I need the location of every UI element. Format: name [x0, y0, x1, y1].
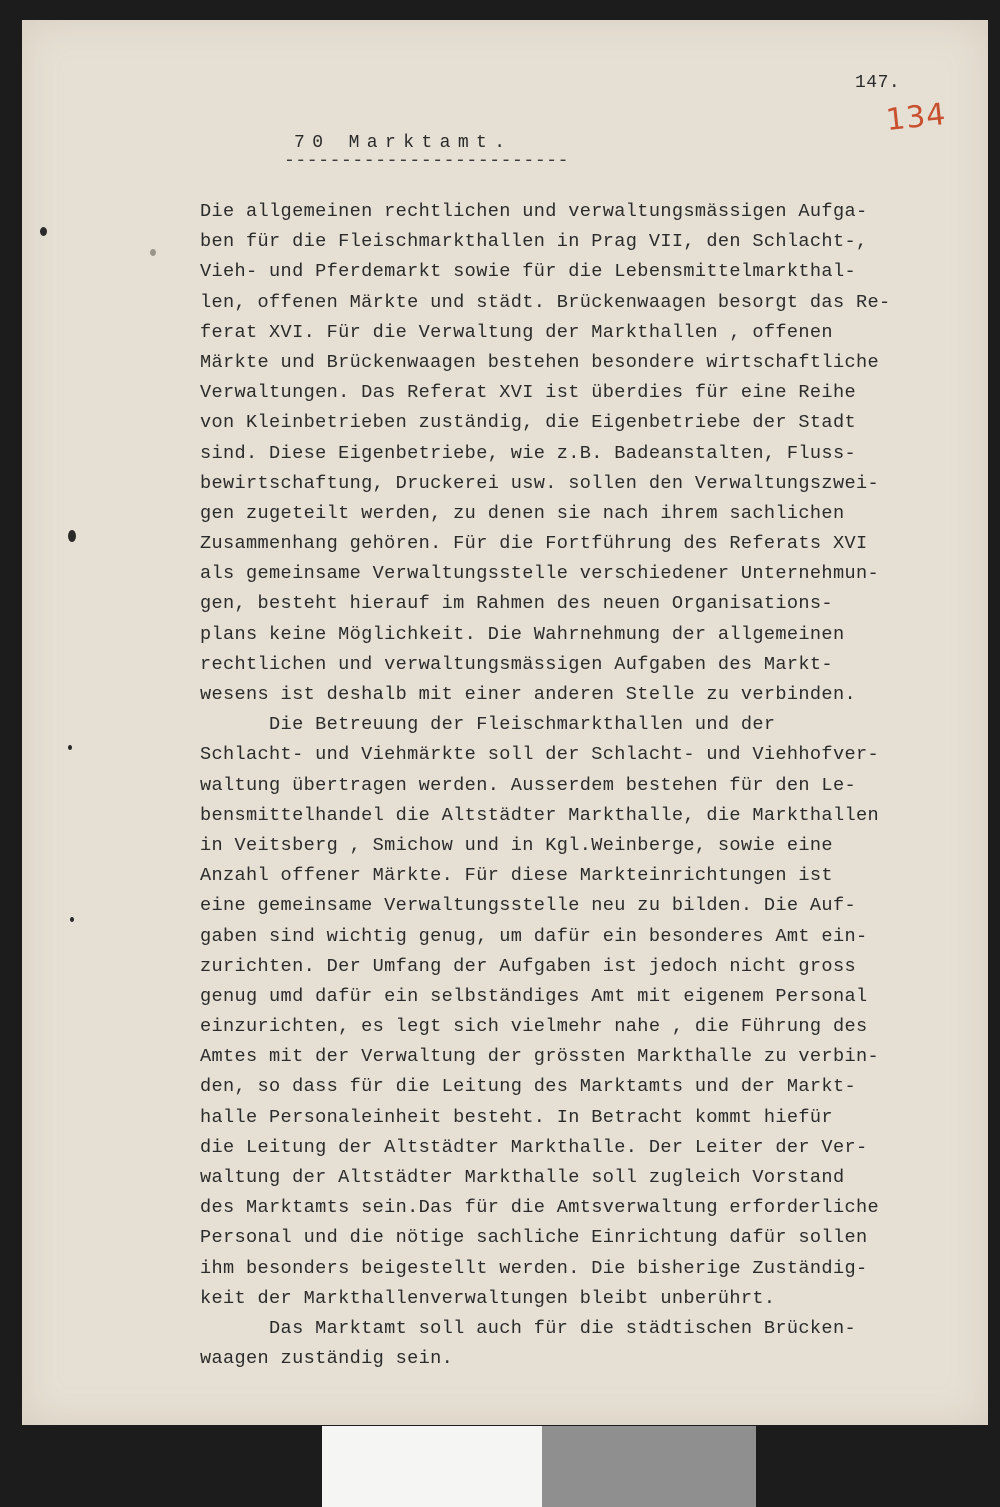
body-text — [200, 197, 960, 1374]
text-line: len, offenen Märkte und städt. Brückenwaagen besorgt das Re- — [200, 291, 891, 313]
text-line: zurichten. Der Umfang der Aufgaben ist jedoch nicht gross — [200, 955, 856, 977]
text-line: gen, besteht hierauf im Rahmen des neuen Organisations- — [200, 593, 833, 615]
text-line: als gemeinsame Verwaltungsstelle verschiedener Unternehmun- — [200, 563, 879, 585]
text-line: in Veitsberg , Smichow und in Kgl.Weinberge, sowie eine — [200, 834, 833, 856]
text-line: gaben sind wichtig genug, um dafür ein besonderes Amt ein- — [200, 925, 868, 947]
folio-number: 134 — [884, 96, 948, 139]
punch-hole-mark — [40, 227, 47, 236]
calibration-strip-white — [322, 1426, 542, 1507]
text-line: Verwaltungen. Das Referat XVI ist überdies für eine Reihe — [200, 382, 856, 404]
page-number: 147. — [855, 73, 901, 93]
calibration-strip-gray — [542, 1426, 756, 1507]
text-line: Anzahl offener Märkte. Für diese Markteinrichtungen ist — [200, 865, 833, 887]
text-line: genug umd dafür ein selbständiges Amt mit eigenem Personal — [200, 985, 868, 1007]
text-line: ferat XVI. Für die Verwaltung der Markthallen , offenen — [200, 321, 833, 343]
text-line: Märkte und Brückenwaagen bestehen besondere wirtschaftliche — [200, 351, 879, 373]
text-line: Amtes mit der Verwaltung der grössten Markthalle zu verbin- — [200, 1046, 879, 1068]
text-line: die Leitung der Altstädter Markthalle. Der Leiter der Ver- — [200, 1136, 868, 1158]
title-underline: ------------------------- — [284, 151, 570, 171]
text-line: ben für die Fleischmarkthallen in Prag VII, den Schlacht-, — [200, 231, 868, 253]
text-line: waltung übertragen werden. Ausserdem bestehen für den Le- — [200, 774, 856, 796]
punch-hole-mark — [68, 745, 72, 750]
text-line: waagen zuständig sein. — [200, 1348, 454, 1370]
text-line: den, so dass für die Leitung des Marktamts und der Markt- — [200, 1076, 856, 1098]
text-line: eine gemeinsame Verwaltungsstelle neu zu bilden. Die Auf- — [200, 895, 856, 917]
text-line: Das Marktamt soll auch für die städtischen Brücken- — [200, 1317, 856, 1339]
text-line: gen zugeteilt werden, zu denen sie nach ihrem sachlichen — [200, 502, 845, 524]
text-line: halle Personaleinheit besteht. In Betracht kommt hiefür — [200, 1106, 833, 1128]
text-line: Schlacht- und Viehmärkte soll der Schlacht- und Viehhofver- — [200, 744, 879, 766]
text-line: sind. Diese Eigenbetriebe, wie z.B. Badeanstalten, Fluss- — [200, 442, 856, 464]
text-line: bensmittelhandel die Altstädter Markthalle, die Markthallen — [200, 804, 879, 826]
text-line: einzurichten, es legt sich vielmehr nahe , die Führung des — [200, 1016, 868, 1038]
text-line: ihm besonders beigestellt werden. Die bisherige Zuständig- — [200, 1257, 868, 1279]
text-line: bewirtschaftung, Druckerei usw. sollen den Verwaltungszwei- — [200, 472, 879, 494]
text-line: waltung der Altstädter Markthalle soll zugleich Vorstand — [200, 1167, 845, 1188]
section-title: 70 Marktamt. — [294, 133, 513, 153]
punch-hole-mark — [68, 530, 76, 542]
punch-hole-mark — [70, 917, 74, 922]
text-line: rechtlichen und verwaltungsmässigen Aufgaben des Markt- — [200, 653, 833, 675]
text-line: Die Betreuung der Fleischmarkthallen und der — [200, 714, 776, 736]
text-line: von Kleinbetrieben zuständig, die Eigenbetriebe der Stadt — [200, 412, 856, 434]
text-line: keit der Markthallenverwaltungen bleibt unberührt. — [200, 1287, 776, 1309]
text-line: Vieh- und Pferdemarkt sowie für die Lebensmittelmarkthal- — [200, 261, 856, 283]
text-line: des Marktamts sein.Das für die Amtsverwaltung erforderliche — [200, 1197, 879, 1219]
text-line: Die allgemeinen rechtlichen und verwaltungsmässigen Aufga- — [200, 201, 868, 222]
text-line: Personal und die nötige sachliche Einrichtung dafür sollen — [200, 1227, 868, 1249]
text-line: plans keine Möglichkeit. Die Wahrnehmung der allgemeinen — [200, 623, 845, 645]
text-line: Zusammenhang gehören. Für die Fortführung des Referats XVI — [200, 533, 868, 555]
text-line: wesens ist deshalb mit einer anderen Stelle zu verbinden. — [200, 684, 856, 705]
punch-hole-mark — [150, 249, 156, 256]
